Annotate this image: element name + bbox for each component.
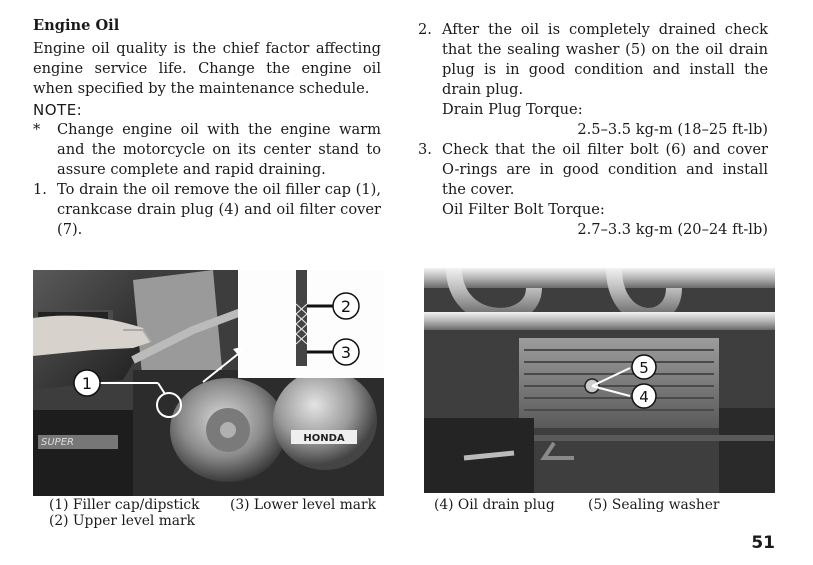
section-heading: Engine Oil (33, 17, 120, 34)
step-2-number: 2. (418, 21, 432, 38)
step-1-number: 1. (33, 181, 47, 198)
callout-3: 3 (340, 343, 352, 362)
intro-paragraph: Engine oil quality is the chief factor affecting engine service life. Change the engine oil when specified by the maintenance schedule. (33, 40, 381, 97)
drain-plug-torque-value: 2.5–3.5 kg-m (18–25 ft-lb) (577, 121, 768, 138)
step-3-number: 3. (418, 141, 432, 158)
engine-underside-photo (424, 268, 775, 493)
svg-text:SUPER: SUPER (41, 437, 74, 448)
caption-upper-level: (2) Upper level mark (49, 513, 195, 529)
left-column (33, 16, 381, 240)
honda-logo-text: HONDA (303, 433, 345, 444)
page-number: 51 (751, 533, 775, 553)
filter-bolt-torque-label: Oil Filter Bolt Torque: (442, 201, 605, 218)
step-1-text: To drain the oil remove the oil filler cap (1), crankcase drain plug (4) and oil filter cover (7). (57, 181, 381, 238)
note-text: Change engine oil with the engine warm and the motorcycle on its center stand to assure complete and rapid draining. (57, 121, 381, 178)
caption-lower-level: (3) Lower level mark (230, 497, 376, 513)
note-label: NOTE: (33, 101, 83, 119)
step-2-text: After the oil is completely drained check that the sealing washer (5) on the oil drain plug is in good condition and install the drain plug. (442, 21, 768, 98)
callout-1: 1 (81, 374, 93, 393)
step-3 (418, 140, 768, 240)
engine-underside-illustration (424, 268, 775, 493)
note-marker: * (33, 121, 41, 138)
right-column (418, 20, 768, 240)
caption-sealing-washer: (5) Sealing washer (588, 497, 720, 513)
step-1 (33, 180, 381, 240)
filter-bolt-torque-value: 2.7–3.3 kg-m (20–24 ft-lb) (577, 221, 768, 238)
callout-5: 5 (639, 359, 649, 377)
note-item (33, 120, 381, 180)
caption-filler-cap: (1) Filler cap/dipstick (49, 497, 200, 513)
drain-plug-torque-label: Drain Plug Torque: (442, 101, 583, 118)
callout-4: 4 (639, 388, 649, 406)
step-3-text: Check that the oil filter bolt (6) and cover O-rings are in good condition and install the cover. (442, 141, 768, 198)
caption-drain-plug: (4) Oil drain plug (434, 497, 555, 513)
step-2 (418, 20, 768, 140)
engine-left-photo (33, 270, 384, 496)
engine-left-illustration (33, 270, 384, 496)
callout-2: 2 (340, 297, 352, 316)
